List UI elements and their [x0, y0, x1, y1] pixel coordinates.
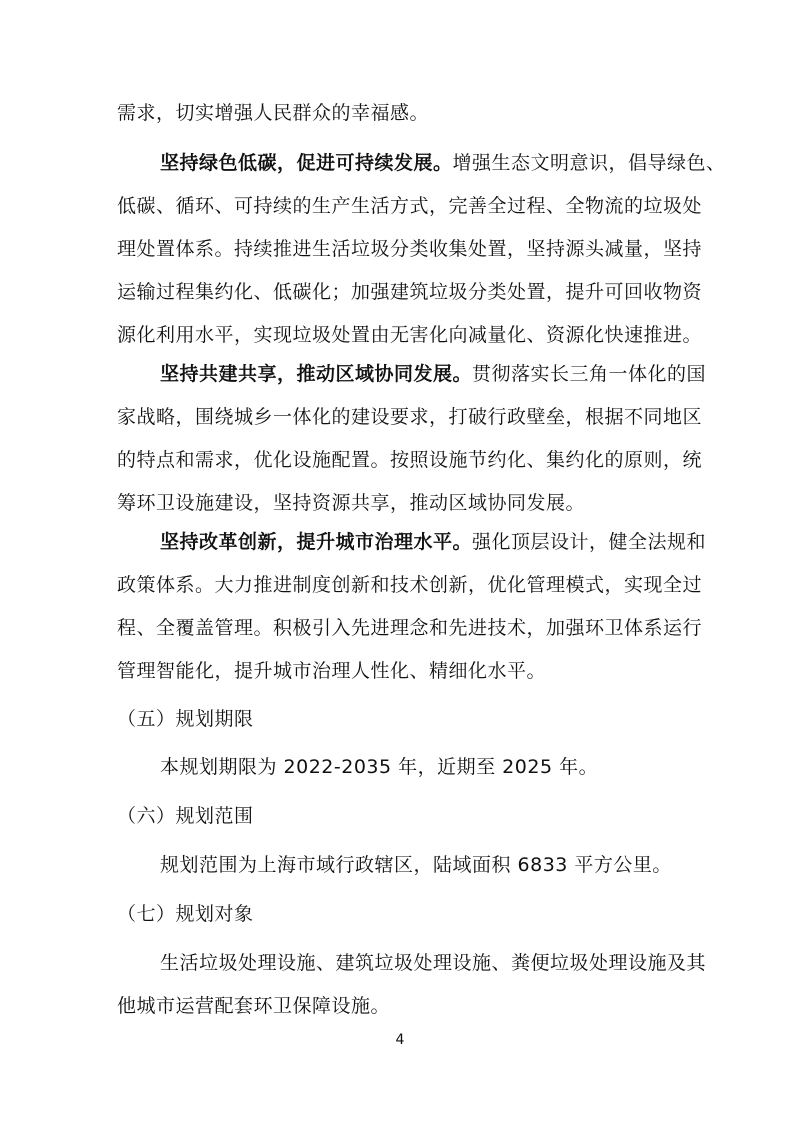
- section-heading: （六）规划范围: [117, 805, 254, 827]
- paragraph-text: 强化顶层设计，健全法规和: [472, 531, 707, 553]
- paragraph-text: 贯彻落实长三角一体化的国: [472, 363, 707, 385]
- paragraph-line: 理处置体系。持续推进生活垃圾分类收集处置，坚持源头减量，坚持: [117, 238, 703, 260]
- paragraph-text: 增强生态文明意识，倡导绿色、: [452, 152, 726, 174]
- paragraph-line: 政策体系。大力推进制度创新和技术创新，优化管理模式，实现全过: [117, 574, 703, 596]
- paragraph-line: 程、全覆盖管理。积极引入先进理念和先进技术，加强环卫体系运行: [117, 617, 703, 639]
- paragraph-line: 家战略，围绕城乡一体化的建设要求，打破行政壁垒，根据不同地区: [117, 406, 703, 428]
- paragraph-line: 管理智能化，提升城市治理人性化、精细化水平。: [117, 660, 547, 682]
- paragraph-line: [160, 361, 706, 387]
- paragraph-line: 源化利用水平，实现垃圾处置由无害化向减量化、资源化快速推进。: [117, 324, 703, 346]
- paragraph-line: 筹环卫设施建设，坚持资源共享，推动区域协同发展。: [117, 492, 586, 514]
- paragraph-line: 低碳、循环、可持续的生产生活方式，完善全过程、全物流的垃圾处: [117, 195, 703, 217]
- paragraph-line: [160, 529, 706, 555]
- page-number: 4: [395, 1032, 405, 1048]
- paragraph-line: 生活垃圾处理设施、建筑垃圾处理设施、粪便垃圾处理设施及其: [160, 952, 707, 974]
- paragraph-line: 需求，切实增强人民群众的幸福感。: [117, 102, 430, 124]
- paragraph-line: 运输过程集约化、低碳化；加强建筑垃圾分类处置，提升可回收物资: [117, 281, 703, 303]
- section-heading: （七）规划对象: [117, 903, 254, 925]
- paragraph-line: 本规划期限为 2022-2035 年，近期至 2025 年。: [160, 756, 599, 778]
- paragraph-lead-bold: 坚持绿色低碳，促进可持续发展。: [160, 152, 453, 174]
- paragraph-line: 规划范围为上海市域行政辖区，陆域面积 6833 平方公里。: [160, 854, 672, 876]
- paragraph-line: 的特点和需求，优化设施配置。按照设施节约化、集约化的原则，统: [117, 449, 703, 471]
- paragraph-line: 他城市运营配套环卫保障设施。: [117, 995, 391, 1017]
- paragraph-lead-bold: 坚持共建共享，推动区域协同发展。: [160, 363, 473, 385]
- section-heading: （五）规划期限: [117, 708, 254, 730]
- paragraph-lead-bold: 坚持改革创新，提升城市治理水平。: [160, 531, 473, 553]
- paragraph-line: [160, 150, 726, 176]
